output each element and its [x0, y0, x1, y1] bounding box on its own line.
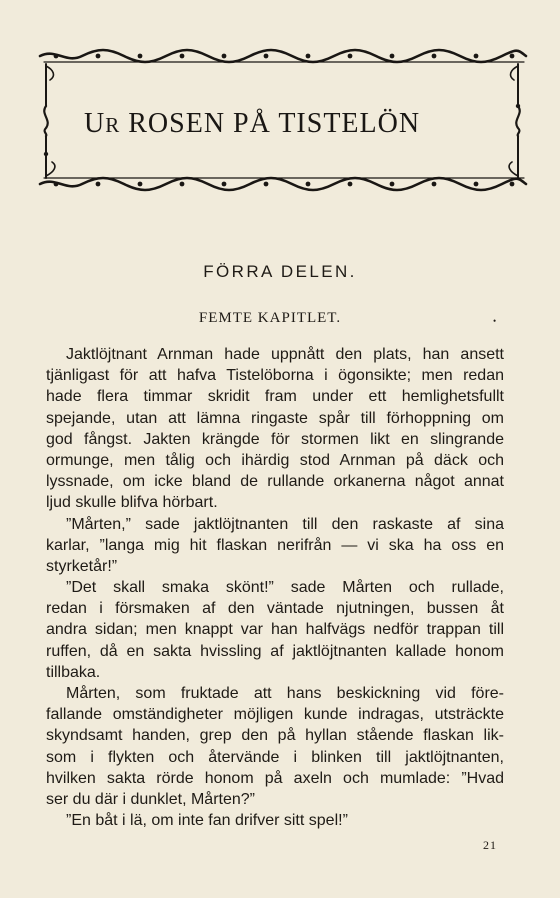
text-line: Mårten, som fruktade att hans beskickning vid före- — [66, 685, 504, 702]
title-main: ROSEN PÅ TISTELÖN — [128, 108, 421, 139]
text-line: ser du där i dunklet, Mårten?” — [46, 790, 255, 808]
text-line: skyndsamt handen, grep den på hyllan stående flaskan lik- — [46, 727, 504, 745]
text-line: andra sidan; men knappt var han halfvägs nedför trappan till — [46, 621, 504, 639]
text-line: Jaktlöjtnant Arnman hade uppnått den plats, han ansett — [66, 346, 504, 363]
text-line: ruffen, då en sakta hvissling af jaktlöjtnanten kallade honom — [46, 642, 504, 660]
running-title — [84, 108, 484, 140]
text-line: hade flera timmar skridit fram under ett hemlighetsfullt — [46, 388, 504, 406]
text-line: ”Mårten,” sade jaktlöjtnanten till den raskaste af sina — [66, 515, 504, 533]
title-ur-initial: U — [84, 108, 106, 139]
text-line: som i flykten och återvände i blinken till jaktlöjtnanten, — [46, 748, 504, 766]
page-number: 21 — [483, 838, 497, 852]
chapter-body-text — [46, 344, 504, 831]
text-line: tjänligast för att hafva Tistelöborna i ögonsikte; men redan — [46, 367, 504, 385]
text-line: redan i försmaken af den väntade njutningen, bussen åt — [46, 600, 504, 618]
part-heading: FÖRRA DELEN. — [203, 262, 357, 281]
text-line: lyssnade, om icke bland de rullande orkanerna något annat — [46, 473, 504, 491]
text-line: hvilken sakta rörde honom på axeln och mumlade: ”Hvad — [46, 769, 504, 787]
title-ur-rest: R — [105, 113, 121, 137]
ink-speck-icon: • — [493, 316, 497, 326]
text-line: tillbaka. — [46, 663, 101, 681]
text-line: karlar, ”langa mig hit flaskan nerifrån — vi ska ha oss en — [46, 536, 504, 554]
text-line: spejande, utan att lämna ringaste spår till förhoppning om — [46, 409, 504, 427]
text-line: god fångst. Jakten krängde för stormen likt en slingrande — [46, 430, 504, 448]
text-line: ormunge, men tålig och ihärdig stod Arnman på däck och — [46, 451, 504, 469]
text-line: fallande omständigheter möjligen kunde indragas, utsträckte — [46, 706, 504, 724]
text-line: ”Det skall smaka skönt!” sade Mårten och rullade, — [66, 579, 504, 597]
chapter-heading: FEMTE KAPITLET. — [198, 310, 342, 326]
text-line: styrketår!” — [46, 557, 118, 575]
text-line: ljud skulle blifva hörbart. — [46, 494, 218, 512]
text-line: ”En båt i lä, om inte fan drifver sitt spel!” — [66, 812, 348, 830]
